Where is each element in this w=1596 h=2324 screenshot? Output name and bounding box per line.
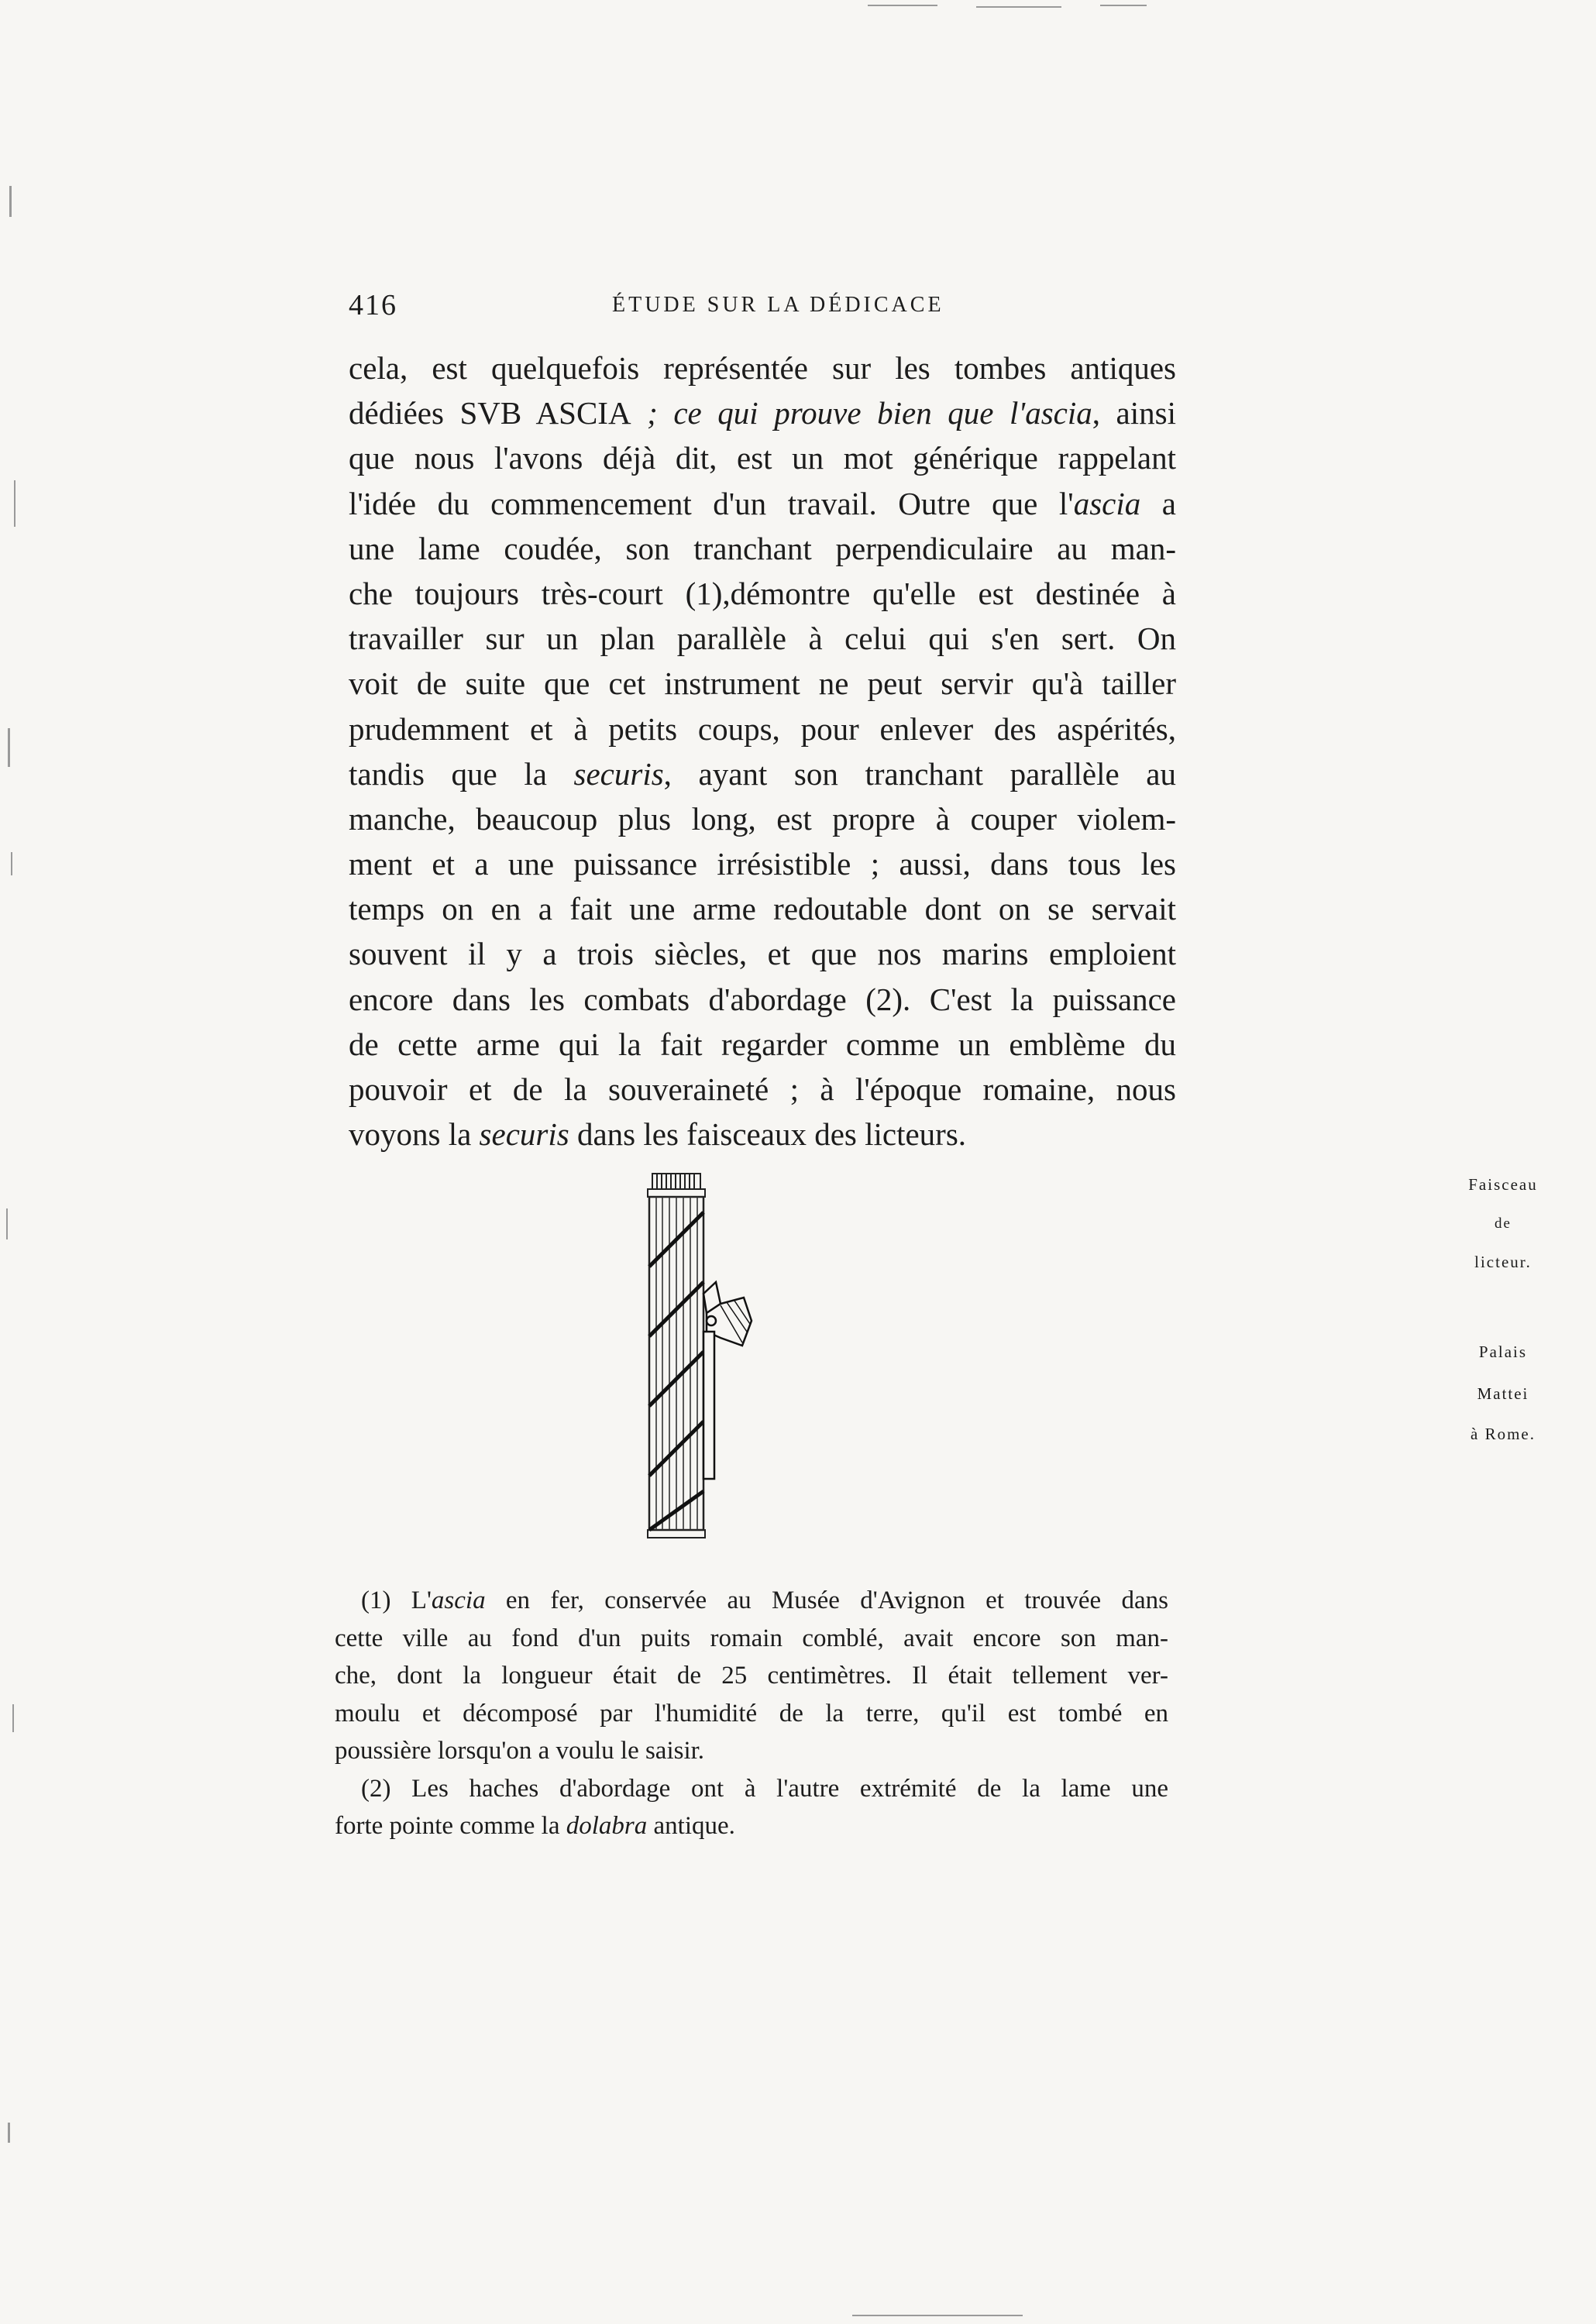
body-line: voyons la securis dans les faisceaux des licteurs. [349,1116,967,1153]
scan-artifact [14,480,15,527]
footnote-line: (2) Les haches d'abordage ont à l'autre extrémité de la lame une [361,1774,1168,1803]
rod-tops [652,1174,700,1191]
body-line: voit de suite que cet instrument ne peut servir qu'à tailler [349,665,1176,702]
body-line: travailler sur un plan parallèle à celui qui s'en sert. On [349,621,1176,657]
footnotes [335,1582,1168,1845]
footnote-line: che, dont la longueur était de 25 centimètres. Il était tellement ver- [335,1662,1168,1690]
body-line: encore dans les combats d'abordage (2). C'est la puissance [349,981,1176,1017]
figure-caption: Palais [1478,1342,1528,1361]
body-line: che toujours très-court (1),démontre qu'elle est destinée à [349,575,1176,611]
body-line: l'idée du commencement d'un travail. Outre que l'ascia a [349,485,1176,521]
binding-band [648,1530,705,1538]
figure-caption: à Rome. [1470,1425,1536,1443]
body-line: que nous l'avons déjà dit, est un mot générique rappelant [349,440,1176,476]
footnote-line: poussière lorsqu'on a voulu le saisir. [335,1737,705,1765]
body-line: prudemment et à petits coups, pour enlever des aspérités, [349,710,1176,747]
scan-artifact [11,852,12,875]
body-line: une lame coudée, son tranchant perpendiculaire au man- [349,530,1176,566]
scan-artifact [9,186,12,217]
scan-artifact [868,5,937,6]
body-line: ment et a une puissance irrésistible ; aussi, dans tous les [349,846,1176,882]
scan-artifact [8,2123,10,2143]
body-line: pouvoir et de la souveraineté ; à l'époque romaine, nous [349,1071,1176,1107]
footnote-line: forte pointe comme la dolabra antique. [335,1812,735,1840]
footnote-line: cette ville au fond d'un puits romain comblé, avait encore son man- [335,1624,1168,1652]
footnote-line: (1) L'ascia en fer, conservée au Musée d'Avignon et trouvée dans [361,1587,1168,1614]
fasces-illustration [635,1166,775,1569]
figure-caption: licteur. [1474,1253,1532,1271]
scan-artifact [976,6,1061,8]
figure-caption: de [1495,1215,1512,1232]
body-line: manche, beaucoup plus long, est propre à couper violem- [349,800,1176,837]
scan-artifact [8,728,10,767]
fasces-figure [635,1166,1538,1569]
body-line: dédiées SVB ASCIA ; ce qui prouve bien que l'ascia, ainsi [349,395,1176,431]
body-line: souvent il y a trois siècles, et que nos marins emploient [349,936,1176,972]
footnote-line: moulu et décomposé par l'humidité de la terre, qu'il est tombé en [335,1699,1168,1728]
binding-band [648,1189,705,1197]
scan-artifact [12,1704,14,1732]
body-text [349,346,1176,1157]
page-header [349,288,1170,335]
page-number: 416 [349,289,397,321]
figure-caption: Mattei [1477,1384,1529,1403]
body-line: cela, est quelquefois représentée sur les tombes antiques [349,350,1176,386]
scan-artifact [6,1208,8,1239]
body-line: de cette arme qui la fait regarder comme un emblème du [349,1026,1176,1062]
scan-artifact [1100,5,1147,6]
body-line: temps on en a fait une arme redoutable dont on se servait [349,891,1176,927]
axe-shaft [703,1332,714,1479]
running-head: ÉTUDE SUR LA DÉDICACE [612,293,944,317]
body-line: tandis que la securis, ayant son tranchant parallèle au [349,755,1176,792]
figure-caption: Faisceau [1468,1175,1538,1194]
scan-artifact [852,2315,1023,2316]
